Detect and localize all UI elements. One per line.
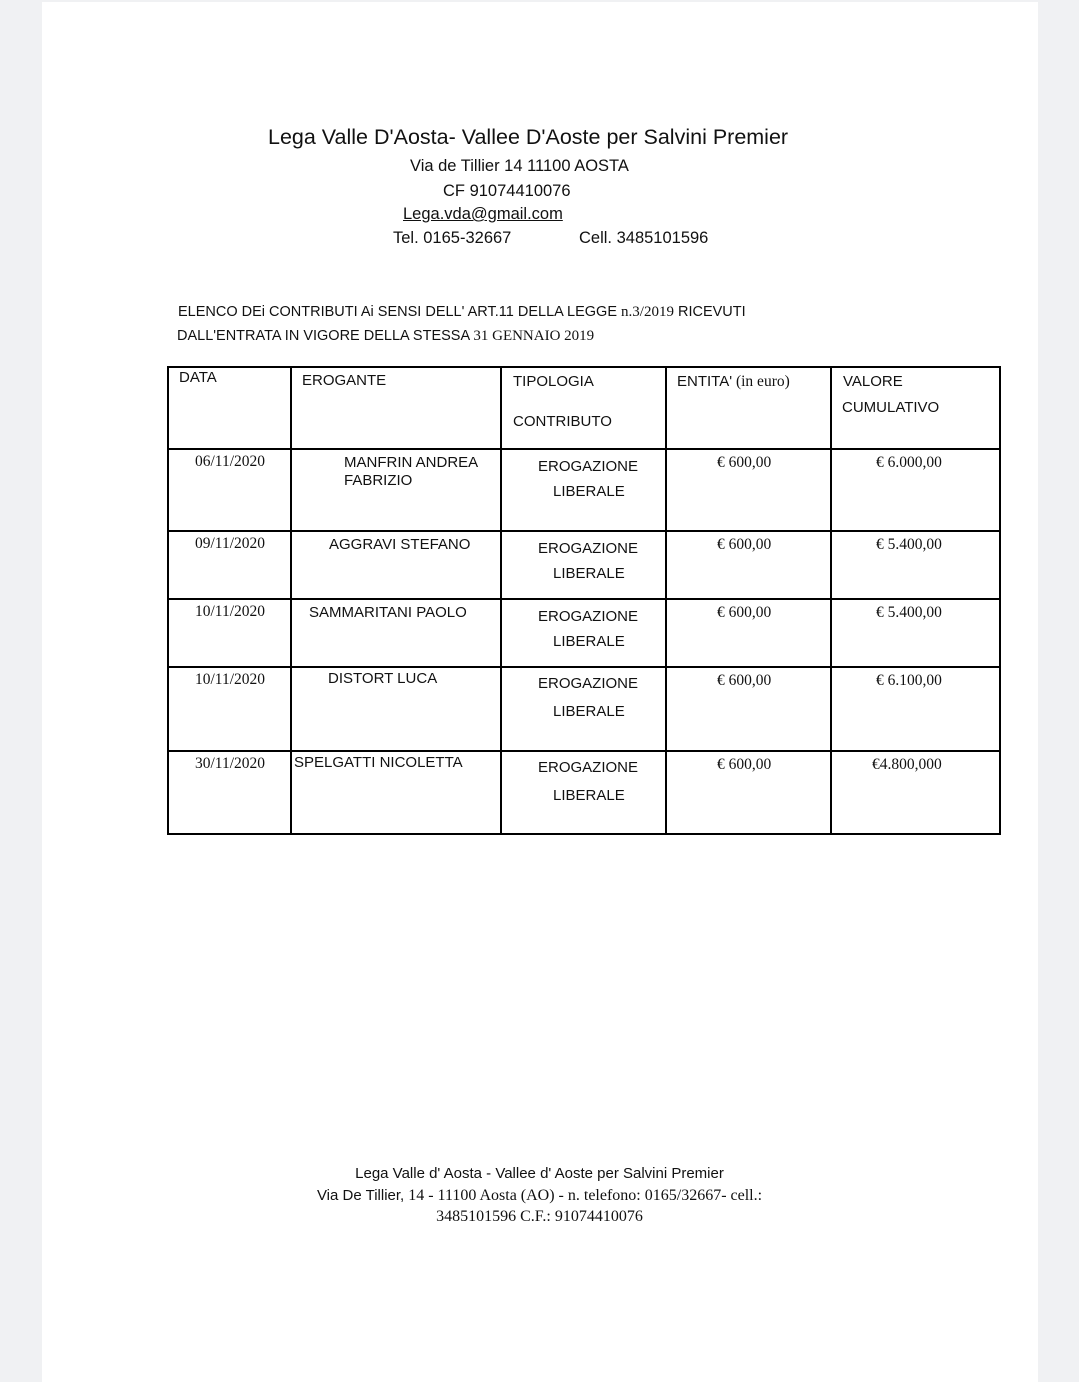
date-text: 30/11/2020 <box>195 755 266 772</box>
date-text: 10/11/2020 <box>195 603 266 620</box>
cell-amount <box>666 667 831 751</box>
cell-type <box>501 449 666 531</box>
cell-amount <box>666 531 831 599</box>
footer-ids: 3485101596 C.F.: 91074410076 <box>436 1208 643 1225</box>
type-line2: LIBERALE <box>553 787 625 804</box>
cumulative-value: € 6.100,00 <box>876 672 942 689</box>
table-header-row <box>168 367 1000 449</box>
footer-address <box>0 1187 1079 1205</box>
cell-date <box>168 751 291 834</box>
header-cell-valore <box>831 367 1000 449</box>
email-link[interactable]: Lega.vda@gmail.com <box>403 205 563 223</box>
cell-donor <box>291 449 501 531</box>
date-text: 10/11/2020 <box>195 671 266 688</box>
date-text: 09/11/2020 <box>195 535 266 552</box>
cell-cumulative <box>831 449 1000 531</box>
footer-contacts: 14 - 11100 Aosta (AO) - n. telefono: 0165/32667- cell.: <box>404 1187 763 1204</box>
cell-donor <box>291 751 501 834</box>
cell-type <box>501 667 666 751</box>
date-text: 06/11/2020 <box>195 453 266 470</box>
header-contributo: CONTRIBUTO <box>513 413 612 430</box>
fiscal-code: CF 91074410076 <box>443 182 571 200</box>
type-line1: EROGAZIONE <box>538 608 639 625</box>
type-line1: EROGAZIONE <box>538 675 639 692</box>
donor-name: DISTORT LUCA <box>328 670 438 687</box>
donor-name-line2: FABRIZIO <box>344 472 413 489</box>
telephone: Tel. 0165-32667 <box>393 229 512 247</box>
donor-name: SAMMARITANI PAOLO <box>309 604 467 621</box>
type-line2: LIBERALE <box>553 565 625 582</box>
contribution-type <box>538 754 638 810</box>
amount: € 600,00 <box>717 756 772 773</box>
header-entita-unit: (in euro) <box>732 373 790 390</box>
intro-text: ELENCO DEi CONTRIBUTI Ai SENSI DELL' ART.11 DELLA LEGGE <box>178 304 622 320</box>
type-line1: EROGAZIONE <box>538 540 639 557</box>
header-cell-tipologia <box>501 367 666 449</box>
header-data: DATA <box>179 369 217 386</box>
table-row <box>168 751 1000 834</box>
amount: € 600,00 <box>717 672 772 689</box>
cell-donor <box>291 531 501 599</box>
header-cumulativo: CUMULATIVO <box>842 399 940 416</box>
contribution-type <box>538 670 638 726</box>
table-row <box>168 667 1000 751</box>
header-valore: VALORE <box>843 373 903 390</box>
cell-type <box>501 599 666 667</box>
cell-cumulative <box>831 531 1000 599</box>
type-line2: LIBERALE <box>553 633 625 650</box>
table-row <box>168 599 1000 667</box>
cell-date <box>168 599 291 667</box>
cell-date <box>168 449 291 531</box>
cell-amount <box>666 449 831 531</box>
law-number: n.3/2019 <box>621 304 674 320</box>
amount: € 600,00 <box>717 604 772 621</box>
cell-cumulative <box>831 667 1000 751</box>
footer-street: Via De Tillier, <box>316 1187 405 1204</box>
table-row <box>168 531 1000 599</box>
cell-donor <box>291 599 501 667</box>
type-line1: EROGAZIONE <box>538 458 639 475</box>
contribution-type <box>538 536 638 586</box>
header-cell-erogante <box>291 367 501 449</box>
type-line2: LIBERALE <box>553 703 625 720</box>
cell-cumulative <box>831 599 1000 667</box>
cumulative-value: € 5.400,00 <box>876 604 942 621</box>
footer-organization: Lega Valle d' Aosta - Vallee d' Aoste per Salvini Premier <box>355 1165 724 1182</box>
intro-line-2 <box>177 328 594 345</box>
intro-text: DALL'ENTRATA IN VIGORE DELLA STESSA <box>177 328 474 344</box>
contribution-type <box>538 604 638 654</box>
cell-cumulative <box>831 751 1000 834</box>
header-cell-entita <box>666 367 831 449</box>
type-line2: LIBERALE <box>553 483 625 500</box>
type-line1: EROGAZIONE <box>538 759 639 776</box>
header-entita-label: ENTITA' <box>677 373 733 390</box>
cell-date <box>168 531 291 599</box>
contributions-table <box>167 366 1001 835</box>
header-tipologia: TIPOLOGIA <box>513 373 594 390</box>
cell-type <box>501 531 666 599</box>
amount: € 600,00 <box>717 454 772 471</box>
cell-type <box>501 751 666 834</box>
cell-amount <box>666 751 831 834</box>
cell-amount <box>666 599 831 667</box>
donor-name: SPELGATTI NICOLETTA <box>294 754 463 771</box>
intro-text: RICEVUTI <box>673 304 746 320</box>
donor-name: AGGRAVI STEFANO <box>329 536 471 553</box>
cell-phone: Cell. 3485101596 <box>579 229 709 247</box>
contribution-type <box>538 454 638 504</box>
table-row <box>168 449 1000 531</box>
cell-date <box>168 667 291 751</box>
header-cell-data <box>168 367 291 449</box>
address: Via de Tillier 14 11100 AOSTA <box>410 157 629 175</box>
cell-donor <box>291 667 501 751</box>
cumulative-value: € 5.400,00 <box>876 536 942 553</box>
donor-name: MANFRIN ANDREA <box>344 454 479 471</box>
amount: € 600,00 <box>717 536 772 553</box>
header-erogante: EROGANTE <box>302 372 387 389</box>
header-entita <box>677 373 790 391</box>
effective-date: 31 GENNAIO 2019 <box>473 328 595 344</box>
cumulative-value: € 6.000,00 <box>876 454 942 471</box>
organization-title: Lega Valle D'Aosta- Vallee D'Aoste per Salvini Premier <box>268 125 789 149</box>
cumulative-value: €4.800,000 <box>872 756 942 773</box>
intro-line-1 <box>178 304 746 321</box>
